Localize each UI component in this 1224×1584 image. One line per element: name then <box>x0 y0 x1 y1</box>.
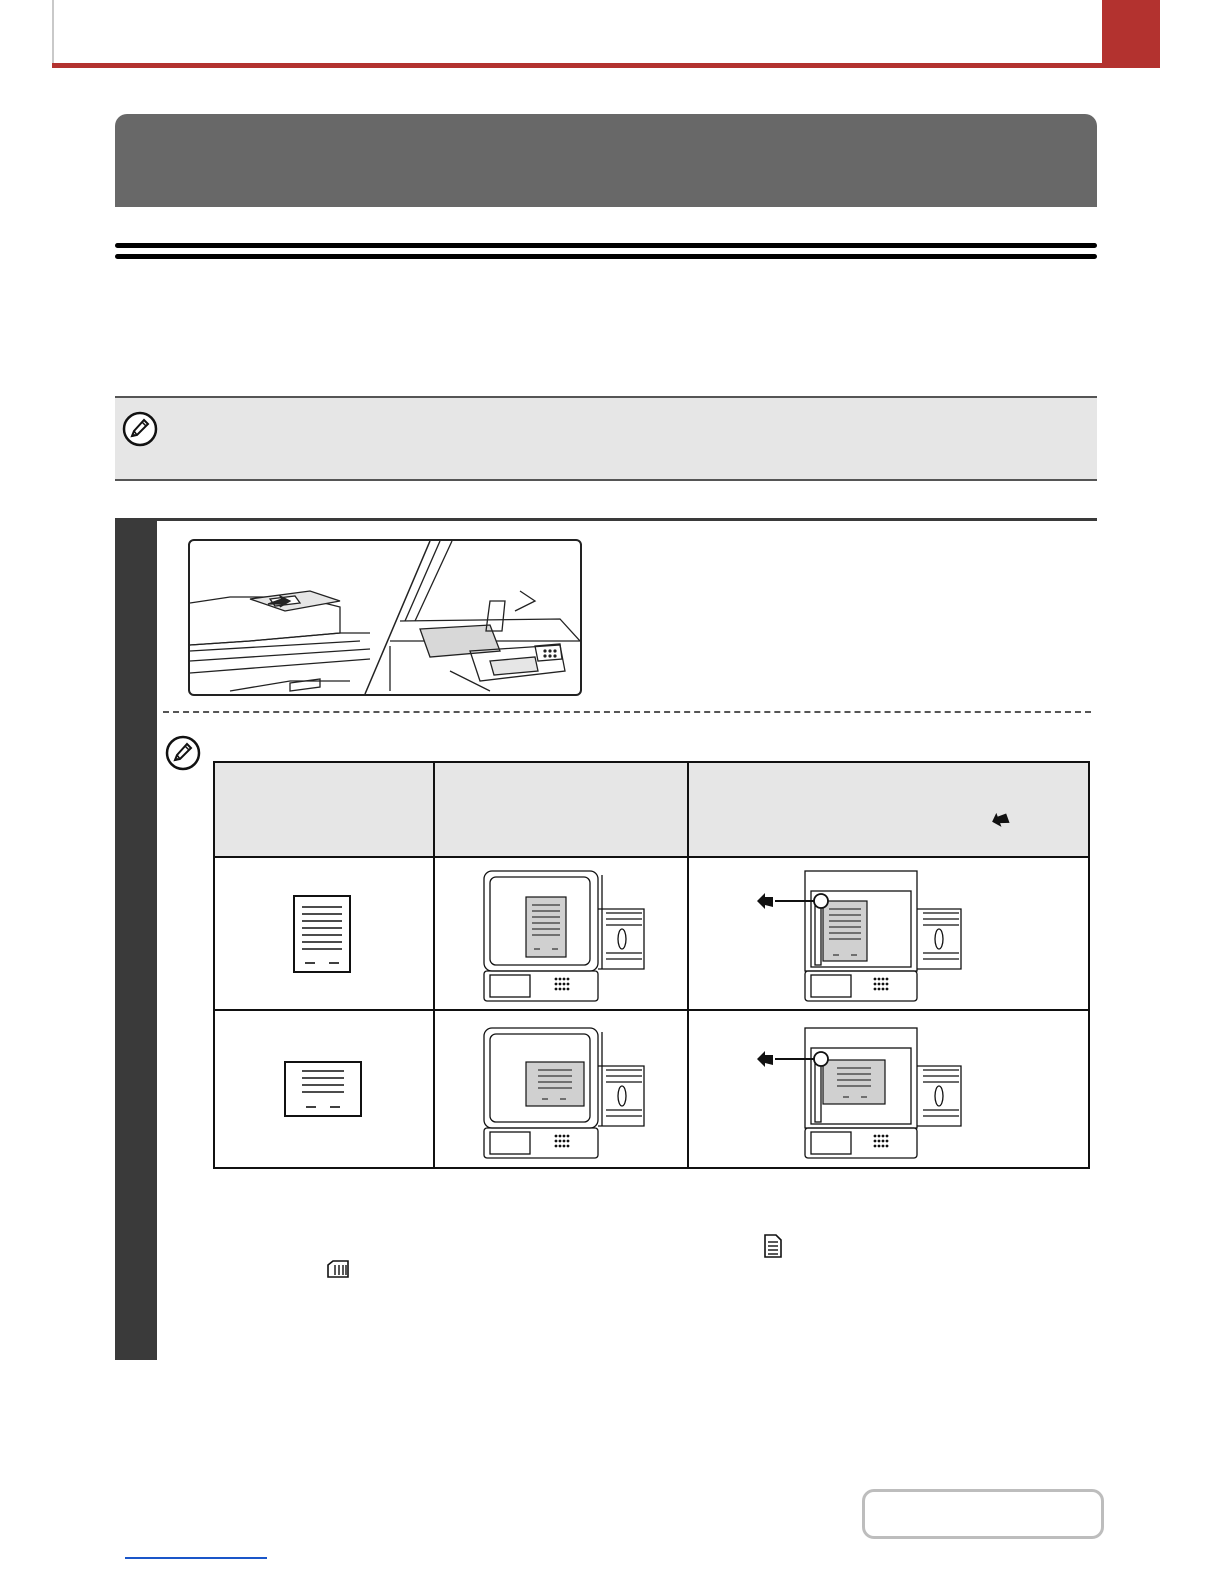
heading-rule-top <box>115 243 1097 248</box>
table-col-divider <box>433 763 435 1167</box>
page-nav-button[interactable] <box>862 1489 1104 1539</box>
step-number-bar <box>115 518 157 1360</box>
portrait-document-icon <box>293 895 351 973</box>
adf-portrait-illustration <box>482 869 648 1003</box>
section-banner <box>115 114 1097 207</box>
heading-rule-bottom <box>115 254 1097 259</box>
table-row-divider <box>215 856 1088 858</box>
scanner-placement-illustration <box>188 539 582 696</box>
scanner-illustration-drawing <box>190 541 580 694</box>
landscape-orientation-icon <box>327 1259 349 1283</box>
placement-arrow-icon <box>990 811 1010 829</box>
glass-portrait-illustration <box>755 869 965 1003</box>
header-rule <box>52 63 1160 68</box>
portrait-orientation-icon <box>762 1234 784 1258</box>
glass-landscape-illustration <box>755 1026 965 1160</box>
header-left-rule <box>52 0 54 66</box>
step-separator <box>163 711 1091 713</box>
note-box <box>115 396 1097 481</box>
adf-landscape-illustration <box>482 1026 648 1160</box>
step-top-rule <box>157 518 1097 521</box>
footer-link[interactable] <box>125 1557 267 1559</box>
corner-tab <box>1102 0 1160 66</box>
pencil-note-icon <box>165 735 201 771</box>
table-col-divider <box>687 763 689 1167</box>
landscape-document-icon <box>284 1061 362 1117</box>
pencil-note-icon <box>122 411 158 447</box>
table-row-divider <box>215 1009 1088 1011</box>
